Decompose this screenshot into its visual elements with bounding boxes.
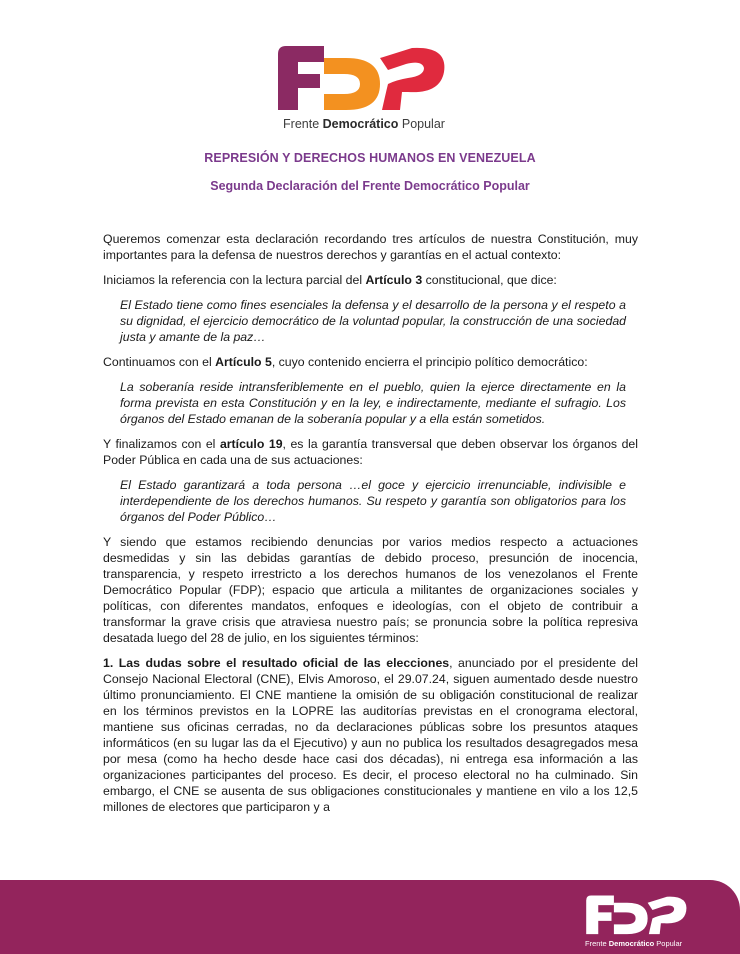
document-title: REPRESIÓN Y DERECHOS HUMANOS EN VENEZUELA [204, 151, 536, 165]
footer-logo [585, 894, 691, 948]
paragraph-pronouncement: Y siendo que estamos recibiendo denuncias por varios medios respecto a actuaciones desmedidas y sin las debidas garantías de debido proceso, presunción de inocencia, transparencia, y respeto irrestricto a los derechos humanos de los venezolanos el Frente Democrático Popular (FDP); espacio que articula a militantes de organizaciones sociales y políticas, con diferentes mandatos, enfoques e ideologías, con el objeto de contribuir a transformar la grave crisis que atraviesa nuestro país; se pronuncia sobre la política represiva desatada luego del 28 de julio, en los siguientes términos: [103, 535, 638, 645]
document-body [103, 231, 638, 815]
fdp-logo-mark [276, 44, 452, 116]
footer-logo-mark [585, 894, 691, 938]
paragraph-article-19: Y finalizamos con el artículo 19, es la garantía transversal que deben observar los órganos del Poder Pública en cada una de sus actuaciones: [103, 437, 638, 467]
quote-article-5: La soberanía reside intransferiblemente en el pueblo, quien la ejerce directamente en la forma prevista en esta Constitución y en la ley, e indirectamente, mediante el sufragio. Los órganos del Estado emanan de la soberanía popular y a ella están sometidos. [120, 380, 626, 426]
logo-letter-p [380, 48, 444, 110]
document-subtitle: Segunda Declaración del Frente Democrático Popular [210, 179, 530, 193]
quote-article-3: El Estado tiene como fines esenciales la defensa y el desarrollo de la persona y el respeto a su dignidad, el ejercicio democrático de la voluntad popular, la construcción de una sociedad justa y amante de la paz… [120, 298, 626, 344]
logo-letter-d [324, 58, 380, 110]
paragraph-point-1: 1. Las dudas sobre el resultado oficial de las elecciones, anunciado por el presidente del Consejo Nacional Electoral (CNE), Elvis Amoroso, el 29.07.24, siguen aumentado desde nuestro último pronunciamiento. El CNE mantiene la omisión de su obligación constitucional de realizar en los términos previstos en la LOPRE las auditorías previstas en el cronograma electoral, mantiene sus oficinas cerradas, no da declaraciones públicas sobre los presuntos ataques informáticos (en su lugar las da el Ejecutivo) y aun no publica los resultados desagregados mesa por mesa (como ha hecho desde hace casi dos décadas), ni entrega esa información a las organizaciones participantes del proceso. Es decir, el proceso electoral no ha culminado. Sin embargo, el CNE se ausenta de sus obligaciones constitucionales y mantiene en vilo a los 12,5 millones de electores que participaron y a [103, 656, 638, 814]
paragraph-article-5: Continuamos con el Artículo 5, cuyo contenido encierra el principio político democrático: [103, 355, 588, 369]
footer-band [0, 880, 740, 954]
logo-caption: Frente Democrático Popular [283, 117, 445, 131]
quote-article-19: El Estado garantizará a toda persona …el goce y ejercicio irrenunciable, indivisible e interdependiente de los derechos humanos. Su respeto y garantía son obligatorios para los órganos del Poder Público… [120, 478, 626, 524]
footer-logo-caption: Frente Democrático Popular [585, 939, 683, 948]
paragraph-article-3: Iniciamos la referencia con la lectura parcial del Artículo 3 constitucional, que dice: [103, 273, 557, 287]
fdp-logo [276, 44, 452, 131]
paragraph-intro: Queremos comenzar esta declaración recordando tres artículos de nuestra Constitución, muy importantes para la defensa de nuestros derechos y garantías en el actual contexto: [103, 232, 638, 262]
logo-letter-f [278, 46, 324, 110]
